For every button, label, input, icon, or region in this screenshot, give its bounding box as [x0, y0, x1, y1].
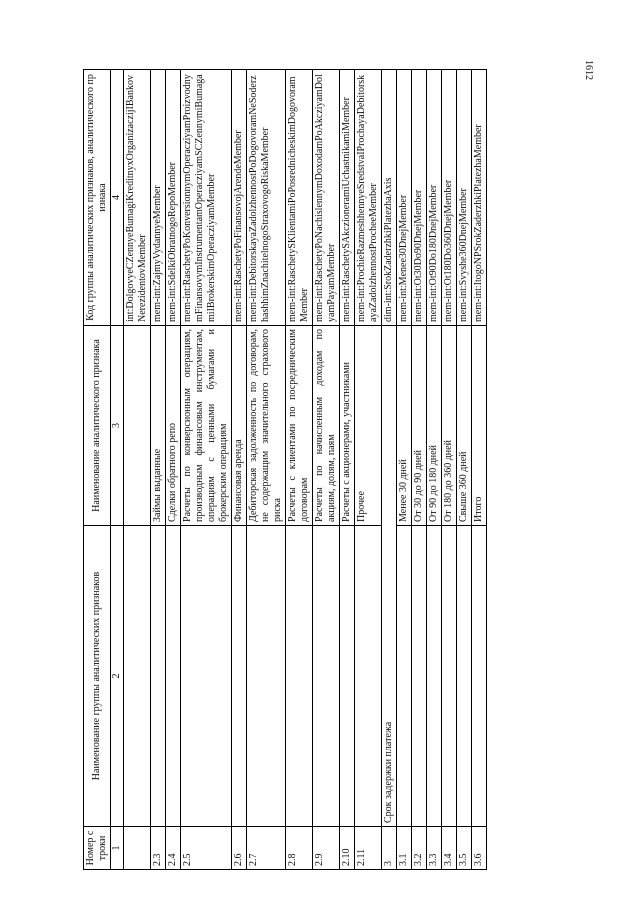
attribute-code: mem-int:Ot180Do360DnejMember — [442, 69, 457, 325]
attribute-code: mem-int:ZajmyVydannyeMember — [151, 69, 166, 325]
row-number: 3.6 — [472, 827, 487, 870]
attribute-code: mem-int:Ot90Do180DnejMember — [427, 69, 442, 325]
header-code: Код группы аналитических признаков, аналитического признака — [84, 69, 111, 325]
table-row — [355, 69, 382, 869]
attribute-code: mem-int:DebitorskayaZadolzhennostPoDogovoramNeSoderzhashhimZnachitelnogoStraxovogoRiskaMember — [247, 69, 286, 325]
table-row — [181, 69, 232, 869]
group-name-cell — [340, 525, 355, 826]
row-number: 2.8 — [286, 827, 313, 870]
row-number: 3.1 — [397, 827, 412, 870]
group-name-cell — [286, 525, 313, 826]
table-row — [397, 69, 412, 869]
column-number: 1 — [111, 827, 124, 870]
group-name-cell — [457, 525, 472, 826]
row-number: 2.11 — [355, 827, 382, 870]
table-row — [382, 69, 397, 869]
attribute-name: Прочее — [355, 325, 382, 525]
attribute-name: Расчеты с акционерами, участниками — [340, 325, 355, 525]
table-row — [151, 69, 166, 869]
group-name: Срок задержки платежа — [382, 325, 397, 826]
table-row — [313, 69, 340, 869]
table-row — [124, 69, 151, 869]
group-name-cell — [412, 525, 427, 826]
attribute-name: Финансовая аренда — [232, 325, 247, 525]
attribute-name: Дебиторская задолженность по договорам, не содержащим значительного страхового риска — [247, 325, 286, 525]
table-row — [286, 69, 313, 869]
group-name-cell — [151, 525, 166, 826]
attribute-code: mem-int:RaschetySAkczioneramiUchastnikamiMember — [340, 69, 355, 325]
attribute-code: dim-int:SrokZaderzhkiPlatezhaAxis — [382, 69, 397, 325]
page-number: 1612 — [583, 60, 594, 80]
group-name-cell — [124, 525, 151, 826]
column-number: 3 — [111, 325, 124, 525]
group-name-cell — [427, 525, 442, 826]
group-name-cell — [442, 525, 457, 826]
attribute-code: mem-int:ItogoNPSrokZaderzhkiPlatezhaMember — [472, 69, 487, 325]
group-name-cell — [313, 525, 340, 826]
attribute-name: От 30 до 90 дней — [412, 325, 427, 525]
table-header-row — [84, 69, 111, 869]
attribute-name: Менее 30 дней — [397, 325, 412, 525]
row-number: 2.7 — [247, 827, 286, 870]
table-row — [247, 69, 286, 869]
attribute-name: Расчеты по конверсионным операциям, производным финансовым инструментам, операциям с ценными бумагами и брокерским операциям — [181, 325, 232, 525]
group-name-cell — [232, 525, 247, 826]
attribute-code: mem-int:RaschetySKlientamiPoPosrednicheskimDogovoramMember — [286, 69, 313, 325]
attribute-code: mem-int:ProchieRazmeshhennyeSredstvaIProchayaDebitorskayaZadolzhennostProcheeMember — [355, 69, 382, 325]
attribute-name: От 180 до 360 дней — [442, 325, 457, 525]
analytic-attributes-table — [83, 69, 487, 870]
attribute-name: Итого — [472, 325, 487, 525]
row-number: 2.4 — [166, 827, 181, 870]
table-row — [166, 69, 181, 869]
attribute-name: Займы выданные — [151, 325, 166, 525]
row-number: 3.3 — [427, 827, 442, 870]
attribute-code: mem-int:Svyshe360DnejMember — [457, 69, 472, 325]
group-name-cell — [472, 525, 487, 826]
attribute-name: Расчеты по начисленным доходам по акциям, долям, паям — [313, 325, 340, 525]
attribute-code: mem-int:Ot30Do90DnejMember — [412, 69, 427, 325]
row-number: 2.10 — [340, 827, 355, 870]
attribute-code: mem-int:Menee30DnejMember — [397, 69, 412, 325]
header-attribute-name: Наименование аналитического признака — [84, 325, 111, 525]
attribute-code: int:DolgovyeCZennyeBumagiKreditnyxOrganizaczijIBankovNerezidentovMember — [124, 69, 151, 325]
row-number — [124, 827, 151, 870]
table-row — [232, 69, 247, 869]
row-number: 3.2 — [412, 827, 427, 870]
row-number: 3.4 — [442, 827, 457, 870]
row-number: 2.3 — [151, 827, 166, 870]
header-group-name: Наименование группы аналитических признаков — [84, 525, 111, 826]
table-row — [457, 69, 472, 869]
group-name-cell — [355, 525, 382, 826]
column-number-row — [111, 69, 124, 869]
attribute-name: Свыше 360 дней — [457, 325, 472, 525]
header-row-number: Номер строки — [84, 827, 111, 870]
group-name-cell — [166, 525, 181, 826]
attribute-code: mem-int:RaschetyPoKonversionnymOperacziyamProizvodnymFinansovymInstrumentamOperacziyamSCZennymiBumagamiIBrokerskimOperacziyamMember — [181, 69, 232, 325]
table-row — [427, 69, 442, 869]
group-name-cell — [247, 525, 286, 826]
attribute-name: Расчеты с клиентами по посредническим договорам — [286, 325, 313, 525]
table-row — [442, 69, 457, 869]
attribute-name: От 90 до 180 дней — [427, 325, 442, 525]
table-row — [340, 69, 355, 869]
row-number: 3.5 — [457, 827, 472, 870]
column-number: 2 — [111, 525, 124, 826]
group-name-cell — [397, 525, 412, 826]
group-name-cell — [181, 525, 232, 826]
table-row — [412, 69, 427, 869]
attribute-code: mem-int:RaschetyPoFinansovojArendeMember — [232, 69, 247, 325]
document-page-rotated — [83, 70, 579, 870]
attribute-code: mem-int:SdelkiObratnogoRepoMember — [166, 69, 181, 325]
row-number: 2.9 — [313, 827, 340, 870]
row-number: 2.5 — [181, 827, 232, 870]
row-number: 3 — [382, 827, 397, 870]
row-number: 2.6 — [232, 827, 247, 870]
attribute-name: Сделки обратного репо — [166, 325, 181, 525]
table-row — [472, 69, 487, 869]
attribute-code: mem-int:RaschetyPoNachislennymDoxodamPoAkcziyamDolyamPayamMember — [313, 69, 340, 325]
attribute-name — [124, 325, 151, 525]
column-number: 4 — [111, 69, 124, 325]
